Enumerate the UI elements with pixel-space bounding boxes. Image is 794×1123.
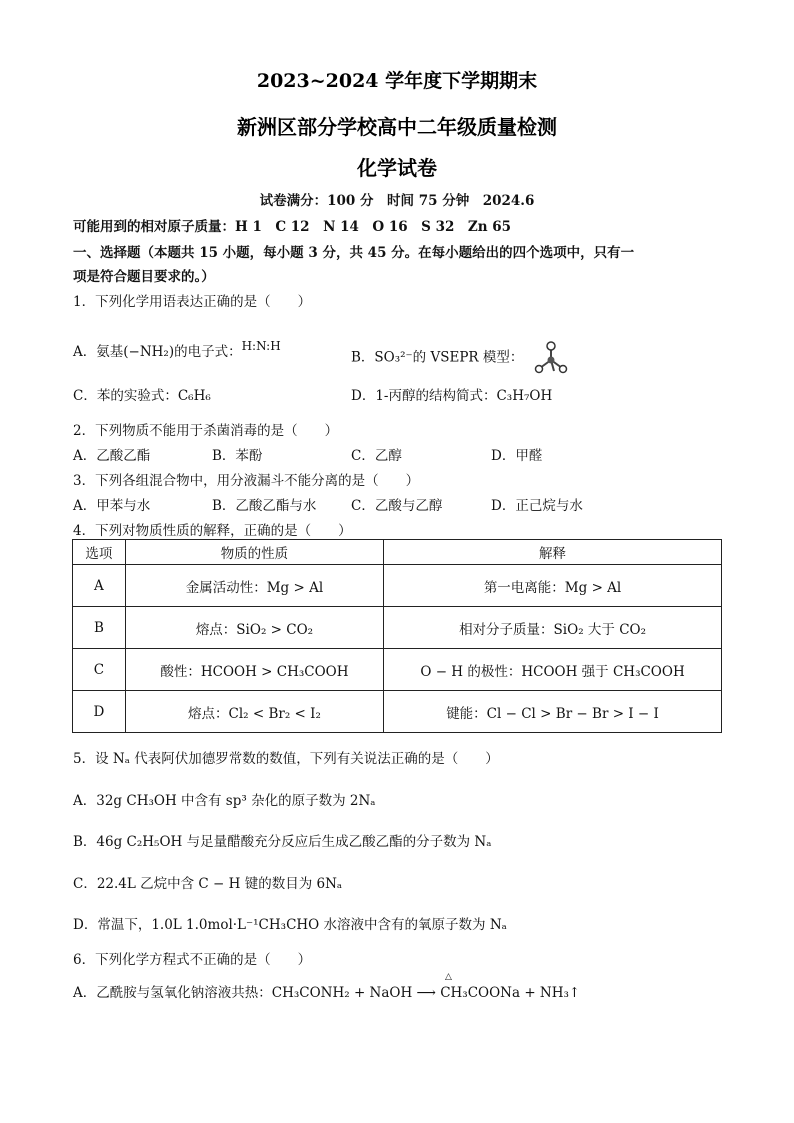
vsepr-model-icon: [534, 340, 568, 376]
q3-option-a: A．甲苯与水: [73, 498, 151, 514]
q1-option-a: [73, 340, 281, 360]
q4-row-d-explanation: 键能：Cl − Cl > Br − Br > I − I: [384, 691, 722, 733]
exam-title-subject: 化学试卷: [357, 156, 437, 180]
q3-option-b: B．乙酸乙酯与水: [212, 498, 317, 514]
q1-option-c: C．苯的实验式：C₆H₆: [73, 388, 211, 404]
q4-row-a-option: A: [73, 565, 126, 607]
table-row: [73, 691, 722, 733]
q2-option-c: C．乙醇: [351, 448, 402, 464]
q3-option-c: C．乙酸与乙醇: [351, 498, 443, 514]
atomic-mass-line: 可能用到的相对原子质量：H 1 C 12 N 14 O 16 S 32 Zn 65: [73, 219, 512, 235]
q4-row-b-property: 熔点：SiO₂ > CO₂: [125, 607, 383, 649]
q2-stem: 2．下列物质不能用于杀菌消毒的是（ ）: [73, 423, 339, 439]
q1-option-b-label: B．SO₃²⁻的 VSEPR 模型：: [351, 349, 524, 366]
q1-option-d: D．1-丙醇的结构简式：C₃H₇OH: [351, 388, 553, 404]
q6-option-a-text: A．乙酰胺与氢氧化钠溶液共热：CH₃CONH₂ + NaOH ⟶ CH₃COONa + NH₃↑: [73, 985, 581, 1001]
q6-option-a: [73, 972, 581, 1001]
q5-option-d: D．常温下，1.0L 1.0mol·L⁻¹CH₃CHO 水溶液中含有的氧原子数为 Nₐ: [73, 917, 507, 933]
q4-row-d-option: D: [73, 691, 126, 733]
q5-option-b: B．46g C₂H₅OH 与足量醋酸充分反应后生成乙酸乙酯的分子数为 Nₐ: [73, 834, 492, 850]
q4-header-option: 选项: [73, 540, 126, 565]
q4-row-b-option: B: [73, 607, 126, 649]
q5-option-a: A．32g CH₃OH 中含有 sp³ 杂化的原子数为 2Nₐ: [73, 793, 376, 809]
q1-option-b: [351, 340, 568, 376]
q2-option-b: B．苯酚: [212, 448, 263, 464]
q4-row-c-property: 酸性：HCOOH > CH₃COOH: [125, 649, 383, 691]
q4-row-a-property: 金属活动性：Mg > Al: [125, 565, 383, 607]
q4-table: [72, 539, 722, 733]
exam-title-year: 2023~2024 学年度下学期期末: [256, 70, 538, 92]
q4-table-header-row: [73, 540, 722, 565]
q4-header-property: 物质的性质: [125, 540, 383, 565]
q4-header-explanation: 解释: [384, 540, 722, 565]
q1-option-a-label: A．氨基(−NH₂)的电子式：: [73, 344, 242, 360]
exam-meta: 试卷满分：100 分 时间 75 分钟 2024.6: [259, 193, 535, 209]
table-row: [73, 607, 722, 649]
q4-row-c-explanation: O − H 的极性：HCOOH 强于 CH₃COOH: [384, 649, 722, 691]
table-row: [73, 649, 722, 691]
q4-stem: 4．下列对物质性质的解释，正确的是（ ）: [73, 523, 352, 539]
q6-heat-condition: △: [445, 972, 452, 982]
section-heading-line2: 项是符合题目要求的。）: [73, 269, 215, 285]
q4-row-d-property: 熔点：Cl₂ < Br₂ < I₂: [125, 691, 383, 733]
q1-option-a-formula: H:N:H: [241, 339, 281, 353]
q3-option-d: D．正己烷与水: [491, 498, 583, 514]
q6-stem: 6．下列化学方程式不正确的是（ ）: [73, 952, 312, 968]
q2-option-d: D．甲醛: [491, 448, 543, 464]
q4-row-b-explanation: 相对分子质量：SiO₂ 大于 CO₂: [384, 607, 722, 649]
q5-stem: 5．设 Nₐ 代表阿伏加德罗常数的数值，下列有关说法正确的是（ ）: [73, 751, 499, 767]
q1-stem: 1．下列化学用语表达正确的是（ ）: [73, 294, 312, 310]
q4-row-c-option: C: [73, 649, 126, 691]
q3-stem: 3．下列各组混合物中，用分液漏斗不能分离的是（ ）: [73, 473, 420, 489]
exam-title-school: 新洲区部分学校高中二年级质量检测: [237, 115, 557, 139]
table-row: [73, 565, 722, 607]
q5-option-c: C．22.4L 乙烷中含 C − H 键的数目为 6Nₐ: [73, 876, 343, 892]
section-heading-line1: 一、选择题（本题共 15 小题，每小题 3 分，共 45 分。在每小题给出的四个选项中，只有一: [73, 245, 635, 261]
q2-option-a: A．乙酸乙酯: [73, 448, 151, 464]
q4-row-a-explanation: 第一电离能：Mg > Al: [384, 565, 722, 607]
